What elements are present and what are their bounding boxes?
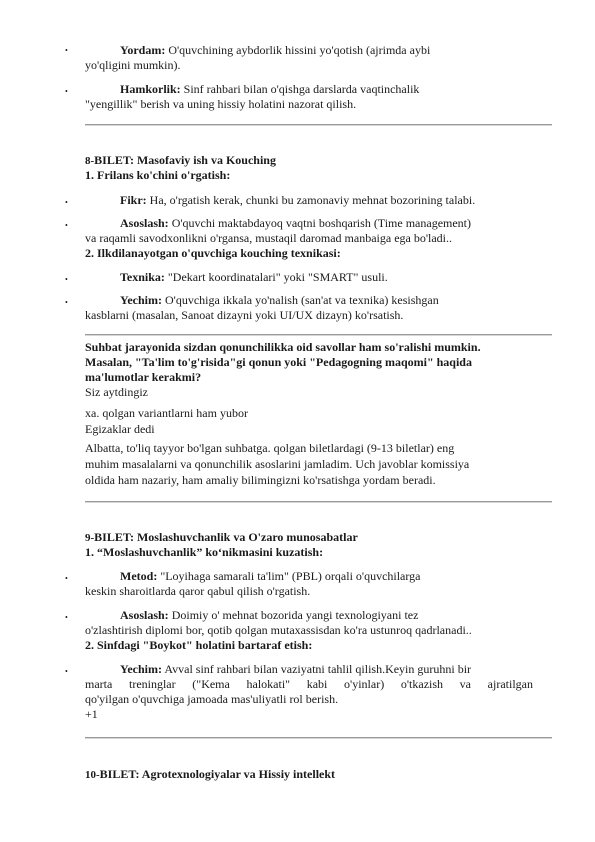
bilet-10-number: 10- xyxy=(85,769,100,781)
metod-line xyxy=(85,569,421,584)
yechim-9-line-2: marta treninglar ("Kema halokati" kabi o'yinlar) o'tkazish va ajratilgan xyxy=(85,677,533,691)
user-message: xa. qolgan variantlarni ham yubor xyxy=(85,406,248,420)
yordam-line xyxy=(85,43,430,58)
bilet-10-heading xyxy=(85,767,335,783)
bullet: • xyxy=(65,275,68,284)
bilet-8-subheading-2: 2. Ilkdilanayotgan o'quvchiga kouching texnikasi: xyxy=(85,246,341,260)
asoslash-line xyxy=(85,216,471,231)
bilet-9-heading xyxy=(85,530,358,546)
bilet-9-title: BILET: Moslashuvchanlik va O'zaro munosabatlar xyxy=(94,530,358,544)
bullet: • xyxy=(65,613,68,622)
asoslash-text: O'quvchi maktabdayoq vaqtni boshqarish (Time management) xyxy=(171,216,472,230)
asoslash-label: Asoslash: xyxy=(120,216,169,230)
divider xyxy=(85,334,552,336)
bullet: • xyxy=(65,574,68,583)
bilet-8-subheading-1: 1. Frilans ko'chini o'rgatish: xyxy=(85,168,231,182)
chat-question-line-1: Suhbat jarayonida sizdan qonunchilikka oid savollar ham so'ralishi mumkin. xyxy=(85,340,481,354)
fikr-text: Ha, o'rgatish kerak, chunki bu zamonaviy mehnat bozorining talabi. xyxy=(149,193,476,207)
hamkorlik-label: Hamkorlik: xyxy=(120,82,181,96)
plus-one-count: +1 xyxy=(85,707,98,721)
yordam-label: Yordam: xyxy=(120,43,166,57)
metod-line-2: keskin sharoitlarda qaror qabul qilish o'rgatish. xyxy=(85,584,311,598)
yordam-line-2: yo'qligini mumkin). xyxy=(85,58,181,72)
divider xyxy=(85,501,552,503)
assistant-answer-line-2: muhim masalalarni va qonunchilik asoslarini jamladim. Uch javoblar komissiya xyxy=(85,457,470,471)
bilet-8-number: 8- xyxy=(85,155,95,167)
bilet-8-title: BILET: Masofaviy ish va Kouching xyxy=(94,153,276,167)
bilet-9-number: 9- xyxy=(85,532,95,544)
texnika-label: Texnika: xyxy=(120,270,165,284)
yechim-9-label: Yechim: xyxy=(120,662,162,676)
yechim-line-2: kasblarni (masalan, Sanoat dizayni yoki UI/UX dizayn) ko'rsatish. xyxy=(85,308,404,322)
fikr-label: Fikr: xyxy=(120,193,147,207)
texnika-line xyxy=(85,270,388,285)
assistant-said-label: Egizaklar dedi xyxy=(85,422,155,436)
asoslash-9-line xyxy=(85,608,418,623)
user-said-label: Siz aytdingiz xyxy=(85,385,148,399)
yechim-line xyxy=(85,293,439,308)
bullet: • xyxy=(65,221,68,230)
yechim-9-line-3: qo'yilgan o'quvchiga jamoada mas'uliyatli rol berish. xyxy=(85,692,339,706)
hamkorlik-line xyxy=(85,82,419,97)
bilet-9-subheading-1: 1. “Moslashuvchanlik” ko‘nikmasini kuzatish: xyxy=(85,545,324,559)
chat-question-line-3: ma'lumotlar kerakmi? xyxy=(85,370,202,384)
yechim-text: O'quvchiga ikkala yo'nalish (san'at va texnika) kesishgan xyxy=(165,293,439,307)
bullet: • xyxy=(65,46,68,55)
texnika-text: "Dekart koordinatalari" yoki "SMART" usuli. xyxy=(167,270,388,284)
yechim-9-text: Avval sinf rahbari bilan vaziyatni tahlil qilish.Keyin guruhni bir xyxy=(164,662,472,676)
bilet-9-subheading-2: 2. Sinfdagi "Boykot" holatini bartaraf etish: xyxy=(85,638,313,652)
yechim-label: Yechim: xyxy=(120,293,162,307)
hamkorlik-line-2: "yengillik" berish va uning hissiy holatini nazorat qilish. xyxy=(85,97,357,111)
assistant-answer-line-1: Albatta, to'liq tayyor bo'lgan suhbatga. qolgan biletlardagi (9-13 biletlar) eng xyxy=(85,441,455,455)
divider xyxy=(85,737,552,739)
yordam-text: O'quvchining aybdorlik hissini yo'qotish (ajrimda aybi xyxy=(168,43,431,57)
metod-label: Metod: xyxy=(120,569,158,583)
bullet: • xyxy=(65,298,68,307)
chat-question-line-2: Masalan, "Ta'lim to'g'risida"gi qonun yoki "Pedagogning maqomi" haqida xyxy=(85,355,472,369)
fikr-line xyxy=(85,193,475,208)
yechim-9-line xyxy=(85,662,471,677)
assistant-answer-line-3: oldida ham nazariy, ham amaliy bilimingizni ko'rsatishga yordam beradi. xyxy=(85,473,436,487)
bullet: • xyxy=(65,87,68,96)
asoslash-line-2: va raqamli savodxonlikni o'rgansa, mustaqil daromad manbaiga ega bo'ladi.. xyxy=(85,231,453,245)
bilet-10-title: BILET: Agrotexnologiyalar va Hissiy intellekt xyxy=(99,767,336,781)
bullet: • xyxy=(65,198,68,207)
asoslash-9-line-2: o'zlashtirish diplomi bor, qotib qolgan mutaxassisdan ko'ra ustunroq qadrlanadi.. xyxy=(85,623,472,637)
divider xyxy=(85,124,552,126)
metod-text: "Loyihaga samarali ta'lim" (PBL) orqali o'quvchilarga xyxy=(160,569,421,583)
bullet: • xyxy=(65,667,68,676)
hamkorlik-text: Sinf rahbari bilan o'qishga darslarda vaqtinchalik xyxy=(183,82,420,96)
bilet-8-heading xyxy=(85,153,276,169)
asoslash-9-text: Doimiy o' mehnat bozorida yangi texnologiyani tez xyxy=(171,608,419,622)
asoslash-9-label: Asoslash: xyxy=(120,608,169,622)
